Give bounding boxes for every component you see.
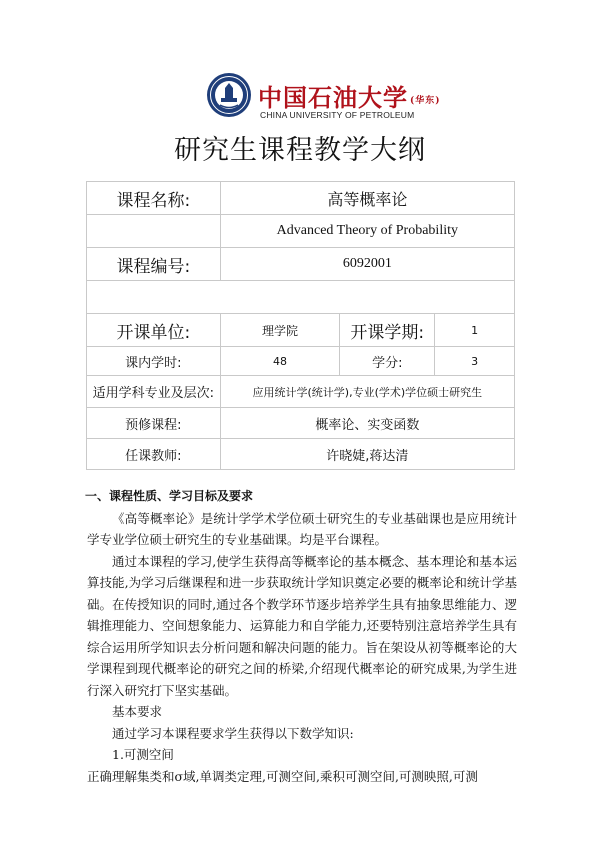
basic-requirements-heading: 基本要求: [112, 704, 163, 719]
university-name-en: CHINA UNIVERSITY OF PETROLEUM: [260, 110, 415, 120]
empty-cell: [87, 215, 221, 248]
teacher-value: 许晓婕,蒋达清: [220, 439, 514, 470]
prereq-label: 预修课程:: [87, 408, 221, 439]
course-code-label: 课程编号:: [87, 248, 221, 281]
majors-value: 应用统计学(统计学),专业(学术)学位硕士研究生: [220, 376, 514, 408]
table-row: [87, 182, 515, 215]
credits-label: 学分:: [340, 347, 435, 376]
list-item-heading: 1.可测空间: [112, 747, 174, 762]
majors-label: 适用学科专业及层次:: [87, 376, 221, 408]
section-heading: 一、课程性质、学习目标及要求: [85, 489, 254, 503]
empty-row: [87, 281, 515, 314]
table-row: [87, 281, 515, 314]
table-row: [87, 248, 515, 281]
paragraph: 《高等概率论》是统计学学术学位硕士研究生的专业基础课也是应用统计学专业学位硕士研究生的专业基础课。均是平台课程。: [87, 510, 517, 547]
table-row: [87, 439, 515, 470]
dept-label: 开课单位:: [87, 314, 221, 347]
page-title: 研究生课程教学大纲: [174, 135, 426, 166]
term-value: 1: [435, 314, 515, 347]
course-name-label: 课程名称:: [87, 182, 221, 215]
credits-value: 3: [435, 347, 515, 376]
table-row: [87, 408, 515, 439]
list-item-text: 正确理解集类和σ域,单调类定理,可测空间,乘积可测空间,可测映照,可测: [87, 768, 478, 784]
university-name-cn: 中国石油大学 (华东): [258, 83, 441, 112]
table-row: [87, 215, 515, 248]
paragraph: 通过本课程的学习,使学生获得高等概率论的基本概念、基本理论和基本运算技能,为学习后继课程和进一步获取统计学知识奠定必要的概率论和统计学基础。在传授知识的同时,通过各个教学环节逐步培养学生具有抽象思维能力、逻辑推理能力、空间想象能力、运算能力和自学能力,还要特别注意培养学生具有综合运用所学知识去分析问题和解决问题的能力。旨在架设从初等概率论的大学课程到现代概率论的研究之间的桥梁,介绍现代概率论的研究成果,为学生进行深入研究打下坚实基础。: [87, 553, 517, 698]
course-name-cn: 高等概率论: [220, 182, 514, 215]
course-name-en: Advanced Theory of Probability: [220, 215, 514, 248]
term-label: 开课学期:: [340, 314, 435, 347]
prereq-value: 概率论、实变函数: [220, 408, 514, 439]
requirements-intro: 通过学习本课程要求学生获得以下数学知识:: [112, 725, 354, 741]
hours-value: 48: [220, 347, 340, 376]
course-info-table: [86, 181, 515, 470]
hours-label: 课内学时:: [87, 347, 221, 376]
syllabus-body: [87, 486, 517, 787]
table-row: [87, 376, 515, 408]
dept-value: 理学院: [220, 314, 340, 347]
table-row: [87, 347, 515, 376]
table-row: [87, 314, 515, 347]
course-code-value: 6092001: [220, 248, 514, 281]
university-branch-tag: (华东): [410, 96, 441, 106]
university-seal-icon: [206, 72, 252, 118]
teacher-label: 任课教师:: [87, 439, 221, 470]
